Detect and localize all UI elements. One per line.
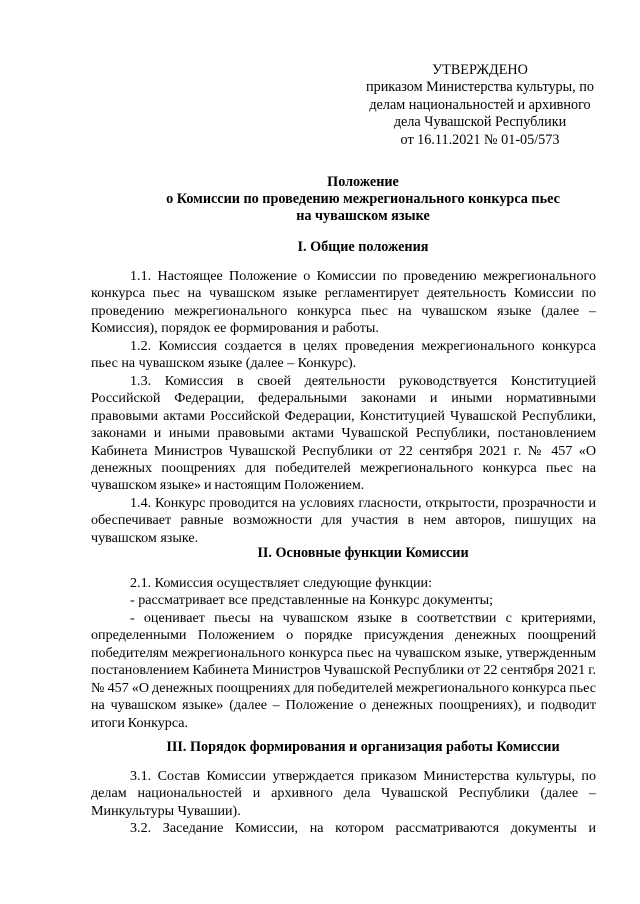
approval-line: дела Чувашской Республики	[393, 114, 567, 131]
section-heading-functions: II. Основные функции Комиссии	[257, 545, 469, 561]
approval-date-number: от 16.11.2021 № 01-05/573	[400, 131, 560, 148]
document-title-line: на чувашском языке	[296, 208, 430, 225]
section-heading-procedure: III. Порядок формирования и организация работы Комиссии	[166, 739, 560, 755]
section-body-general	[91, 268, 596, 547]
section-body-functions	[91, 575, 596, 732]
approval-block	[350, 62, 610, 149]
paragraph-1-4: 1.4. Конкурс проводится на условиях гласности, открытости, прозрачности и обеспечивает равные возможности для участия в нем авторов, пишущих на чувашском языке.	[91, 494, 596, 546]
paragraph-1-1: 1.1. Настоящее Положение о Комиссии по проведению межрегионального конкурса пьес на чувашском языке регламентирует деятельность Комиссии по проведению межрегионального конкурса пьес на чувашском языке (далее – Комиссия), порядок ее формирования и работы.	[91, 268, 596, 337]
paragraph-2-list-item: - оценивает пьесы на чувашском языке в соответствии с критериями, определенными Положением о порядке присуждения денежных поощрений победителям межрегионального конкурса пьес на чувашском языке, утвержденным постановлением Кабинета Министров Чувашской Республики от 22 сентября 2021 г. № 457 «О денежных поощрениях для победителей межрегионального конкурса пьес на чувашском языке» (далее – Положение о денежных поощрениях), и подводит итоги Конкурса.	[91, 609, 596, 731]
approval-line: делам национальностей и архивного	[369, 96, 591, 113]
section-heading-general: I. Общие положения	[297, 239, 429, 255]
paragraph-2-list-item: - рассматривает все представленные на Конкурс документы;	[130, 592, 493, 609]
section-body-procedure	[91, 768, 596, 838]
paragraph-2-1: 2.1. Комиссия осуществляет следующие функции:	[130, 575, 433, 591]
paragraph-1-3: 1.3. Комиссия в своей деятельности руководствуется Конституцией Российской Федерации, федеральными законами и иными нормативными правовыми актами Российской Федерации, Конституцией Чувашской Республики, законами и иными правовыми актами Чувашской Республики, постановлением Кабинета Министров Чувашской Республики от 22 сентября 2021 г. № 457 «О денежных поощрениях для победителей межрегионального конкурса пьес на чувашском языке» и настоящим Положением.	[91, 372, 596, 494]
document-title	[80, 174, 640, 226]
approval-line: приказом Министерства культуры, по	[366, 79, 594, 96]
document-title-line: Положение	[327, 174, 399, 190]
approval-stamp: УТВЕРЖДЕНО	[432, 62, 528, 78]
paragraph-1-2: 1.2. Комиссия создается в целях проведения межрегионального конкурса пьес на чувашском языке (далее – Конкурс).	[91, 337, 596, 372]
paragraph-3-1: 3.1. Состав Комиссии утверждается приказом Министерства культуры, по делам национальностей и архивного дела Чувашской Республики (далее – Минкультуры Чувашии).	[91, 768, 596, 819]
paragraph-3-2: 3.2. Заседание Комиссии, на котором рассматриваются документы и	[130, 820, 596, 837]
document-title-line: о Комиссии по проведению межрегионального конкурса пьес	[166, 191, 560, 208]
